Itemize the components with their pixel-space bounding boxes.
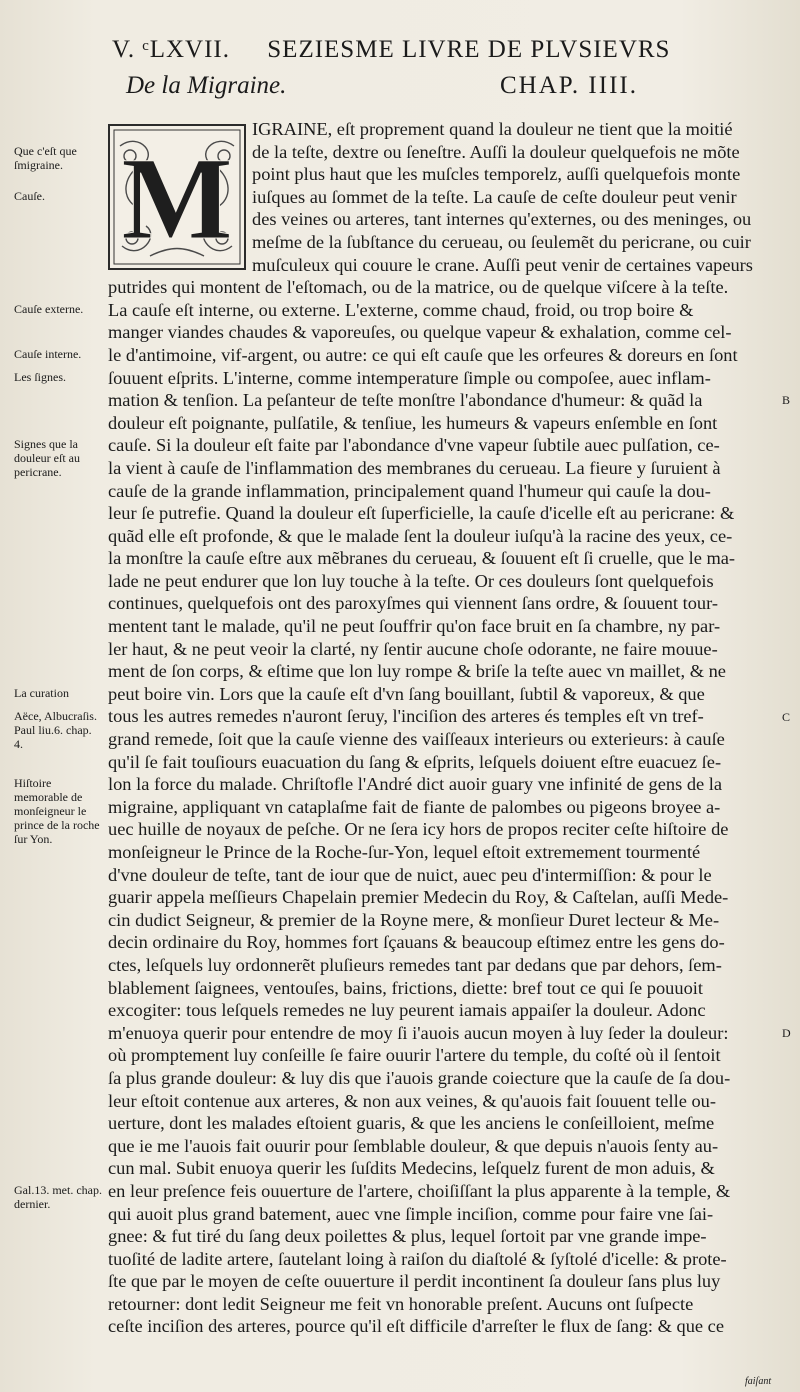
running-head <box>112 36 772 64</box>
text-line: ler haut, & ne peut veoir la clarté, ny ſentir aucune choſe odorante, ne faire mouue- <box>108 638 718 659</box>
text-line: gnee: & fut tiré du ſang deux poilettes & plus, lequel ſortoit par vne grande impe- <box>108 1226 707 1247</box>
text-line: grand remede, ſoit que la cauſe vienne des vaiſſeaux interieurs ou exterieurs: à cauſe <box>108 729 725 750</box>
text-line: meſme de la ſubſtance du cerueau, ou ſeulemẽt du pericrane, ou cuir <box>252 231 751 252</box>
text-line: ceſte inciſion des arteres, pource qu'il eſt difficile d'arreſter le flux de ſang: & que ce <box>108 1316 724 1337</box>
section-letter-mark: C <box>782 709 791 724</box>
text-line: putrides qui montent de l'eſtomach, ou de la matrice, ou de quelque viſcere à la teſte. <box>108 277 729 298</box>
text-line: en leur preſence feis ouuerture de l'artere, choiſiſſant la plus apparente à la temple, & <box>108 1180 731 1201</box>
text-line: iuſques au ſommet de la teſte. La cauſe de ceſte douleur peut venir <box>252 186 737 207</box>
text-line: cun mal. Subit enuoya querir les ſuſdits Medecins, leſquelz furent de mon aduis, & <box>108 1158 715 1179</box>
text-line: cauſe. Si la douleur eſt faite par l'abondance d'vne vapeur ſubtile auec pulſation, ce- <box>108 435 720 456</box>
margin-note: Hiſtoire memorable de monſeigneur le prince de la roche ſur Yon. <box>14 776 100 847</box>
text-line: ment de ſon corps, & eſtime que lon luy rompe & briſe la teſte auec vn maillet, & ne <box>108 661 726 682</box>
text-line: guarir appela meſſieurs Chapelain premier Medecin du Roy, & Caſtelan, auſſi Mede- <box>108 887 729 908</box>
text-line: La cauſe eſt interne, ou externe. L'externe, comme chaud, froid, ou trop boire & <box>108 299 694 320</box>
text-line: m'enuoya querir pour entendre de moy ſi i'auois aucun moyen à luy ſeder la douleur: <box>108 1022 729 1043</box>
text-line: d'vne douleur de teſte, tant de iour que de nuict, auec peu d'intermiſſion: & pour le <box>108 864 712 885</box>
text-line: peut boire vin. Lors que la cauſe eſt d'vn ſang bouillant, ſubtil & vaporeux, & que <box>108 683 705 704</box>
text-line: retourner: dont ledit Seigneur me feit vn honorable preſent. Aucuns ont ſuſpecte <box>108 1293 694 1314</box>
text-line: monſeigneur le Prince de la Roche-ſur-Yon, lequel eſtoit extremement tourmenté <box>108 842 701 862</box>
text-line: IGRAINE, eſt proprement quand la douleur ne tient que la moitié <box>252 119 733 139</box>
folio-number: V. ᶜLXVII. <box>112 36 231 63</box>
text-line: continues, quelquefois ont des paroxyſmes qui viennent ſans ordre, & ſouuent tour- <box>108 593 718 614</box>
text-line: leur ſe putrefie. Quand la douleur eſt ſuperficielle, la cauſe d'icelle eſt au pericrane: & <box>108 503 735 524</box>
margin-note: Cauſe externe. <box>14 301 84 316</box>
text-line: qu'il ſe fait touſiours euacuation du ſang & eſprits, leſquels doiuent eſtre euacuez ſe- <box>108 751 722 772</box>
text-line: ſa plus grande douleur: & luy dis que i'auois grande coiecture que la cauſe de ſa dou- <box>108 1067 731 1088</box>
text-line: ctes, leſquels luy ordonnerẽt pluſieurs remedes tant par dedans que par dehors, ſem- <box>108 954 722 975</box>
text-line: point plus haut que les muſcles temporelz, auſſi quelquefois monte <box>252 164 741 185</box>
text-line: que ie me l'auois fait ouurir pour ſemblable douleur, & que depuis n'auois ſenty au- <box>108 1135 719 1156</box>
text-line: mation & tenſion. La peſanteur de teſte monſtre l'abondance d'humeur: & quãd la <box>108 390 703 411</box>
book-title: SEZIESME LIVRE DE PLVSIEVRS <box>267 36 671 63</box>
text-line: decin ordinaire du Roy, hommes fort ſçauans & beaucoup eſtimez entre les gens do- <box>108 932 725 953</box>
text-line: manger viandes chaudes & vaporeuſes, ou quelque vapeur & exhalation, comme cel- <box>108 322 732 343</box>
text-line: uec huille de noyaux de peſche. Or ne ſera icy hors de propos reciter ceſte hiſtoire de <box>108 819 729 840</box>
text-line: douleur eſt poignante, pulſatile, & tenſiue, les humeurs & vapeurs enſemble en ſont <box>108 412 718 433</box>
margin-note: Cauſe interne. <box>14 347 82 361</box>
text-line: qui auoit plus grand batement, auec vne ſimple inciſion, comme pour faire vne ſai- <box>108 1203 714 1224</box>
text-line: des veines ou arteres, tant internes qu'externes, ou des meninges, ou <box>252 209 752 230</box>
chapter-heading <box>126 72 666 100</box>
margin-note: La curation <box>14 686 69 700</box>
text-line: où promptement luy conſeille ſe faire ouurir l'artere du temple, du coſté où il ſentoit <box>108 1045 721 1066</box>
chapter-subject: De la Migraine. <box>126 72 287 99</box>
text-line: mentent tant le malade, qu'il ne peut ſouffrir qu'on face bruit en ſa chambre, ny par- <box>108 616 721 637</box>
chapter-number: CHAP. IIII. <box>500 72 638 99</box>
text-line: ſte que par le moyen de ceſte ouuerture il perdit incontinent ſa douleur ſans plus luy <box>108 1271 721 1292</box>
text-line: muſculeux qui couure le crane. Auſſi peut venir de certaines vapeurs <box>252 254 753 275</box>
text-line: la monſtre la cauſe eſtre aux mẽbranes du cerueau, & ſouuent eſt ſi cruelle, que le ma- <box>108 548 736 569</box>
text-line: la vient à cauſe de l'inflammation des membranes du cerueau. La fieure y ſuruient à <box>108 457 721 478</box>
text-line: de la teſte, dextre ou ſeneſtre. Auſſi la douleur quelquefois ne mõte <box>252 141 740 162</box>
catchword: faiſant <box>745 1376 772 1387</box>
text-line: leur eſtoit contenue aux arteres, & non aux veines, & qu'auois fait ſouuent telle ou- <box>108 1090 716 1111</box>
margin-note: Les ſignes. <box>14 369 66 384</box>
section-letter-mark: D <box>782 1026 791 1040</box>
text-line: lon la force du malade. Chriſtofle l'André dict auoir guary vne infinité de gens de la <box>108 774 723 795</box>
margin-note: Gal.13. met. chap. dernier. <box>14 1183 102 1212</box>
text-line: tuoſité de ladite artere, ſautelant loing à raiſon du diaſtolé & ſyſtolé d'icelle: & prote- <box>108 1248 727 1269</box>
text-line: cauſe de la grande inflammation, principalement quand l'humeur qui cauſe la dou- <box>108 480 711 501</box>
text-line: quãd elle eſt profonde, & que le malade ſent la douleur iuſqu'à la racine des yeux, ce- <box>108 525 733 546</box>
margin-note: Que c'eſt que ſmigraine. <box>14 143 77 172</box>
text-line: le d'antimoine, vif-argent, ou autre: ce qui eſt cauſe que les orfeures & doreurs en ſont <box>108 344 738 365</box>
section-letter-mark: B <box>782 393 791 408</box>
text-line: tous les autres remedes n'auront ſeruy, l'inciſion des arteres és temples eſt vn tref- <box>108 706 704 727</box>
initial-letter: M <box>121 133 233 264</box>
margin-note: Aëce, Albucraſis. Paul liu.6. chap. 4. <box>14 708 97 751</box>
margin-note: Signes que la douleur eſt au pericrane. <box>14 437 80 480</box>
text-line: lade ne peut endurer que lon luy touche à la teſte. Or ces douleurs ſont quelquefois <box>108 570 714 591</box>
text-line: blablement ſaignees, ventouſes, bains, frictions, diette: bref tout ce qui ſe pouuoit <box>108 977 703 998</box>
text-line: excogiter: tous leſquels remedes ne luy peurent iamais appaiſer la douleur. Adonc <box>108 1000 706 1021</box>
text-line: ſouuent eſprits. L'interne, comme intemperature ſimple ou compoſee, auec inflam- <box>108 367 711 388</box>
text-line: migraine, appliquant vn cataplaſme fait de fiante de palombes ou pigeons broyee a- <box>108 796 721 817</box>
main-text-block <box>108 118 768 1338</box>
margin-note: Cauſe. <box>14 188 45 203</box>
text-line: cin dudict Seigneur, & premier de la Royne mere, & monſieur Duret lecteur & Me- <box>108 909 720 930</box>
text-line: uerture, dont les malades eſtoient guaris, & que les anciens le conſeilloient, meſme <box>108 1113 715 1134</box>
